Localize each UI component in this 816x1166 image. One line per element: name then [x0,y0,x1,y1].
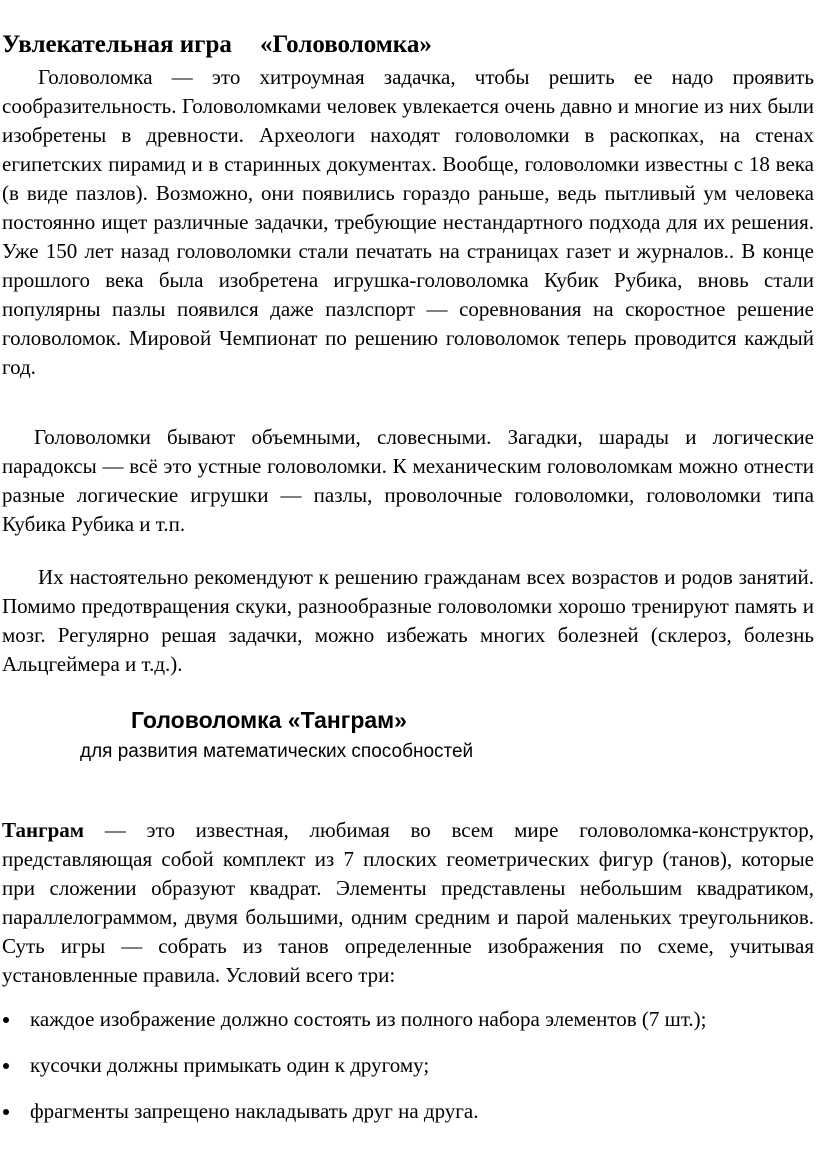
paragraph-tangram [2,816,814,990]
list-item [0,1097,816,1126]
bullet-icon [3,1017,9,1023]
list-item [0,1051,816,1080]
tangram-term: Танграм [2,818,85,842]
paragraph-history: Головоломка — это хитроумная задачка, чтобы решить ее надо проявить сообразительность. Головоломками человек увлекается очень давно и многие из них были изобретены в древности. Археологи находят головоломки в раскопках, на стенах египетских пирамид и в старинных документах. Вообще, головоломки известны с 18 века (в виде пазлов). Возможно, они появились гораздо раньше, ведь пытливый ум человека постоянно ищет различные задачки, требующие нестандартного подхода для их решения. Уже 150 лет назад головоломки стали печатать на страницах газет и журналов.. В конце прошлого века была изобретена игрушка-головоломка Кубик Рубика, вновь стали популярны пазлы появился даже пазлспорт — соревнования на скоростное решение головоломок. Мировой Чемпионат по решению головоломок теперь проводится каждый год. [2,65,814,379]
rule-text: каждое изображение должно состоять из полного набора элементов (7 шт.); [30,1007,707,1031]
paragraph-types: Головоломки бывают объемными, словесными. Загадки, шарады и логические парадоксы — всё это устные головоломки. К механическим головоломкам можно отнести разные логические игрушки — пазлы, проволочные головоломки, головоломки типа Кубика Рубика и т.п. [2,425,814,536]
list-item [0,1005,816,1034]
bullet-icon [3,1109,9,1115]
rule-text: кусочки должны примыкать один к другому; [30,1053,430,1077]
rule-text: фрагменты запрещено накладывать друг на друга. [30,1099,479,1123]
document-title [2,30,432,60]
tangram-description: — это известная, любимая во всем мире головоломка-конструктор, представляющая собой комплект из 7 плоских геометрических фигур (танов), которые при сложении образуют квадрат. Элементы представлены небольшим квадратиком, параллелограммом, двумя большими, одним средним и парой маленьких треугольников. Суть игры — собрать из танов определенные изображения по схеме, учитывая установленные правила. Условий всего три: [2,818,814,987]
document-title-part1: Увлекательная игра [2,31,232,58]
section-subtitle: для развития математических способностей [80,741,474,762]
paragraph-benefits: Их настоятельно рекомендуют к решению гражданам всех возрастов и родов занятий. Помимо предотвращения скуки, разнообразные головоломки хорошо тренируют память и мозг. Регулярно решая задачки, можно избежать многих болезней (склероз, болезнь Альцгеймера и т.д.). [2,565,814,676]
rules-list [0,1005,816,1143]
bullet-icon [3,1063,9,1069]
section-title: Головоломка «Танграм» [131,707,407,733]
document-title-part2: «Головоломка» [259,31,432,58]
